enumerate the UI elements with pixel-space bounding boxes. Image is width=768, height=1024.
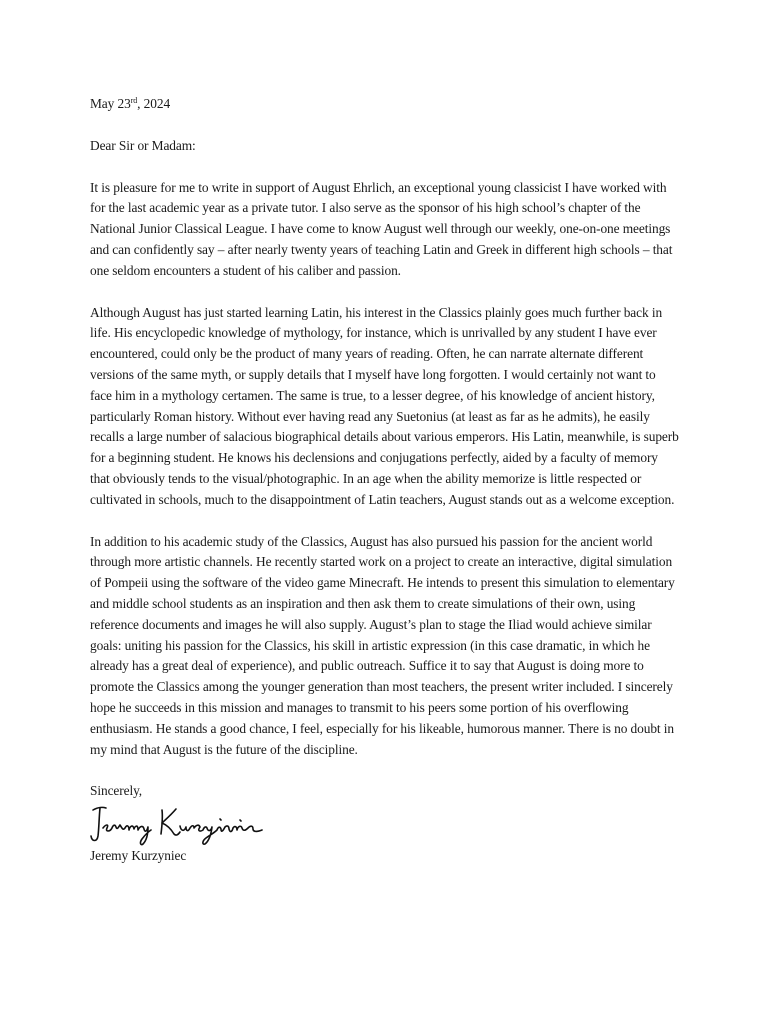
closing: Sincerely, [90,783,143,799]
handwritten-signature [90,804,265,846]
salutation: Dear Sir or Madam: [90,137,196,153]
date-year: , 2024 [137,96,171,111]
letter-date [90,94,680,115]
date-month-day: May 23 [90,96,131,111]
body-paragraph-1: It is pleasure for me to write in support of August Ehrlich, an exceptional young classicist I have worked with for the last academic year as a private tutor. I also serve as the sponsor of his high school’s chapter of the National Junior Classical League. I have come to know August well through our weekly, one-on-one meetings and can confidently say – after nearly twenty years of teaching Latin and Greek in different high schools – that one seldom encounters a student of his caliber and passion. [90,179,673,278]
letter-page [90,94,680,867]
date-ordinal-suffix: rd [130,96,138,105]
signer-name: Jeremy Kurzyniec [90,848,187,864]
body-paragraph-2: Although August has just started learning Latin, his interest in the Classics plainly goes much further back in life. His encyclopedic knowledge of mythology, for instance, which is unrivalled by any student I have ever encountered, could only be the product of many years of reading. Often, he can narrate alternate different versions of the same myth, or supply details that I myself have long forgotten. I would certainly not want to face him in a mythology certamen. The same is true, to a lesser degree, of his knowledge of ancient history, particularly Roman history. Without ever having read any Suetonius (at least as far as he admits), he easily recalls a large number of salacious biographical details about various emperors. His Latin, meanwhile, is superb for a beginning student. He knows his declensions and conjugations perfectly, aided by a faculty of memory that obviously tends to the visual/photographic. In an age when the ability memorize is little respected or cultivated in schools, much to the disappointment of Latin teachers, August stands out as a welcome exception. [90,304,679,507]
body-paragraph-3: In addition to his academic study of the Classics, August has also pursued his passion for the ancient world through more artistic channels. He recently started work on a project to create an interactive, digital simulation of Pompeii using the software of the video game Minecraft. He intends to present this simulation to elementary and middle school students as an inspiration and then ask them to create simulations of their own, using reference documents and images he will also supply. August’s plan to stage the Iliad would achieve similar goals: uniting his passion for the Classics, his skill in artistic expression (in this case dramatic, in which he already has a great deal of experience), and public outreach. Suffice it to say that August is doing more to promote the Classics among the younger generation than most teachers, the present writer included. I sincerely hope he succeeds in this mission and manages to transmit to his peers some portion of his overflowing enthusiasm. He stands a good chance, I feel, especially for his likeable, humorous manner. There is no doubt in my mind that August is the future of the discipline. [90,533,675,757]
